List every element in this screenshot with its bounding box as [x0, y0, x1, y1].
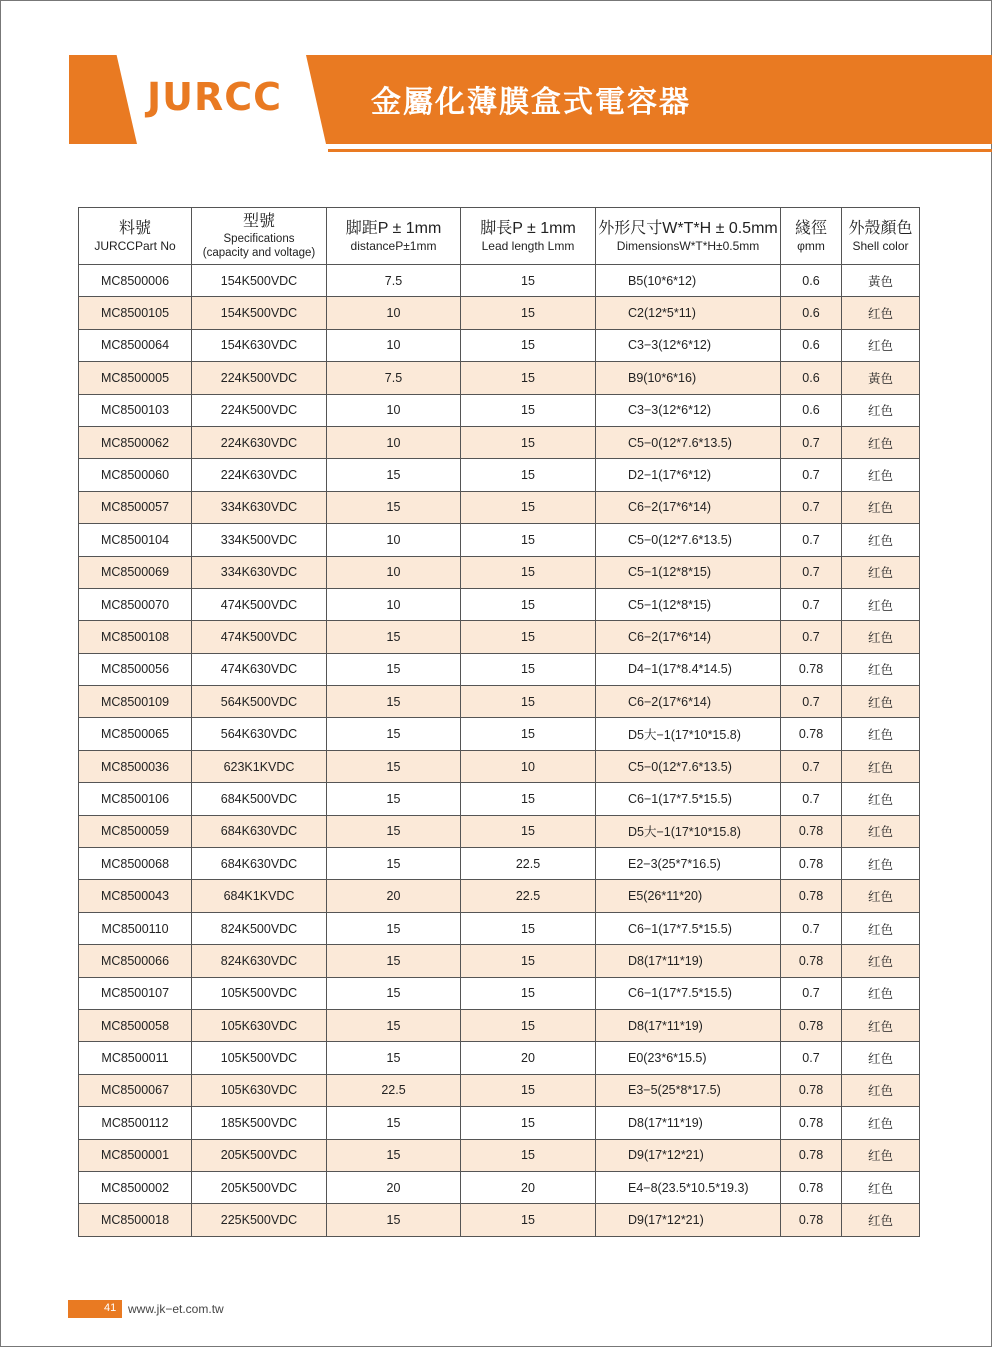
cell-specifications: 154K500VDC [192, 297, 327, 329]
cell-shell-color: 红色 [842, 653, 920, 685]
cell-part-no: MC8500060 [79, 459, 192, 491]
table-row [79, 750, 920, 782]
table-row [79, 815, 920, 847]
cell-lead-length: 15 [461, 912, 596, 944]
table-row [79, 783, 920, 815]
cell-specifications: 474K630VDC [192, 653, 327, 685]
column-header-lead-distance [327, 208, 461, 265]
table-row [79, 588, 920, 620]
cell-wire-diameter: 0.7 [781, 1042, 842, 1074]
cell-dimensions: C6−1(17*7.5*15.5) [596, 977, 781, 1009]
column-header-en: distanceP±1mm [350, 238, 437, 253]
cell-specifications: 185K500VDC [192, 1107, 327, 1139]
cell-lead-distance: 15 [327, 1139, 461, 1171]
cell-lead-distance: 10 [327, 426, 461, 458]
cell-lead-length: 15 [461, 1009, 596, 1041]
cell-dimensions: C6−2(17*6*14) [596, 686, 781, 718]
cell-dimensions: C5−1(12*8*15) [596, 556, 781, 588]
cell-wire-diameter: 0.7 [781, 524, 842, 556]
cell-lead-distance: 10 [327, 588, 461, 620]
cell-lead-length: 15 [461, 362, 596, 394]
cell-specifications: 824K500VDC [192, 912, 327, 944]
cell-wire-diameter: 0.7 [781, 686, 842, 718]
cell-lead-distance: 15 [327, 718, 461, 750]
cell-shell-color: 红色 [842, 912, 920, 944]
cell-lead-distance: 20 [327, 1171, 461, 1203]
cell-specifications: 224K500VDC [192, 394, 327, 426]
cell-shell-color: 红色 [842, 491, 920, 523]
cell-lead-length: 15 [461, 653, 596, 685]
cell-part-no: MC8500110 [79, 912, 192, 944]
cell-wire-diameter: 0.78 [781, 880, 842, 912]
table-row [79, 265, 920, 297]
cell-lead-length: 15 [461, 329, 596, 361]
cell-lead-length: 15 [461, 621, 596, 653]
cell-dimensions: C5−1(12*8*15) [596, 588, 781, 620]
cell-shell-color: 红色 [842, 1139, 920, 1171]
cell-part-no: MC8500109 [79, 686, 192, 718]
cell-specifications: 684K630VDC [192, 815, 327, 847]
cell-dimensions: C5−0(12*7.6*13.5) [596, 750, 781, 782]
cell-shell-color: 红色 [842, 945, 920, 977]
cell-shell-color: 红色 [842, 1204, 920, 1236]
cell-shell-color: 红色 [842, 1042, 920, 1074]
cell-dimensions: D9(17*12*21) [596, 1139, 781, 1171]
cell-lead-distance: 15 [327, 1042, 461, 1074]
cell-lead-distance: 15 [327, 1107, 461, 1139]
cell-dimensions: B5(10*6*12) [596, 265, 781, 297]
cell-dimensions: D2−1(17*6*12) [596, 459, 781, 491]
cell-lead-distance: 15 [327, 977, 461, 1009]
cell-lead-distance: 15 [327, 653, 461, 685]
cell-dimensions: D8(17*11*19) [596, 1009, 781, 1041]
cell-shell-color: 黃色 [842, 362, 920, 394]
cell-wire-diameter: 0.78 [781, 848, 842, 880]
cell-dimensions: C6−1(17*7.5*15.5) [596, 912, 781, 944]
column-header-zh: 外形尺寸W*T*H ± 0.5mm [598, 219, 778, 237]
cell-wire-diameter: 0.7 [781, 750, 842, 782]
column-header-en: φmm [797, 238, 825, 253]
column-header-zh: 料號 [118, 219, 151, 237]
website-link[interactable]: www.jk−et.com.tw [128, 1302, 224, 1316]
cell-dimensions: C5−0(12*7.6*13.5) [596, 426, 781, 458]
table-header [79, 208, 920, 265]
cell-lead-distance: 15 [327, 848, 461, 880]
cell-lead-length: 15 [461, 1204, 596, 1236]
column-header-part-no [79, 208, 192, 265]
cell-specifications: 684K500VDC [192, 783, 327, 815]
column-header-zh: 綫徑 [794, 219, 827, 237]
column-header-en: Lead length Lmm [481, 238, 575, 253]
cell-wire-diameter: 0.78 [781, 1204, 842, 1236]
cell-shell-color: 红色 [842, 815, 920, 847]
brand-logo: JURCC [147, 75, 283, 119]
cell-wire-diameter: 0.78 [781, 1139, 842, 1171]
cell-specifications: 474K500VDC [192, 588, 327, 620]
cell-wire-diameter: 0.7 [781, 912, 842, 944]
cell-specifications: 224K630VDC [192, 459, 327, 491]
cell-shell-color: 红色 [842, 297, 920, 329]
cell-lead-length: 10 [461, 750, 596, 782]
cell-lead-length: 15 [461, 588, 596, 620]
cell-lead-distance: 10 [327, 524, 461, 556]
cell-part-no: MC8500005 [79, 362, 192, 394]
cell-shell-color: 红色 [842, 1171, 920, 1203]
cell-part-no: MC8500018 [79, 1204, 192, 1236]
cell-part-no: MC8500059 [79, 815, 192, 847]
cell-dimensions: E4−8(23.5*10.5*19.3) [596, 1171, 781, 1203]
cell-wire-diameter: 0.78 [781, 945, 842, 977]
cell-part-no: MC8500058 [79, 1009, 192, 1041]
cell-shell-color: 红色 [842, 588, 920, 620]
column-header-en: Shell color [852, 238, 909, 253]
cell-dimensions: E3−5(25*8*17.5) [596, 1074, 781, 1106]
cell-lead-distance: 10 [327, 394, 461, 426]
cell-lead-distance: 15 [327, 491, 461, 523]
column-header-zh: 外殼顏色 [848, 219, 913, 237]
cell-lead-length: 15 [461, 1074, 596, 1106]
cell-part-no: MC8500011 [79, 1042, 192, 1074]
cell-dimensions: E0(23*6*15.5) [596, 1042, 781, 1074]
column-header-en: JURCCPart No [94, 238, 176, 253]
table-row [79, 1204, 920, 1236]
cell-wire-diameter: 0.7 [781, 977, 842, 1009]
cell-part-no: MC8500002 [79, 1171, 192, 1203]
product-table-wrapper [78, 207, 920, 1237]
cell-shell-color: 红色 [842, 880, 920, 912]
cell-shell-color: 红色 [842, 718, 920, 750]
cell-part-no: MC8500006 [79, 265, 192, 297]
cell-lead-distance: 20 [327, 880, 461, 912]
cell-wire-diameter: 0.6 [781, 329, 842, 361]
cell-part-no: MC8500067 [79, 1074, 192, 1106]
cell-lead-distance: 7.5 [327, 265, 461, 297]
cell-part-no: MC8500056 [79, 653, 192, 685]
cell-lead-length: 22.5 [461, 880, 596, 912]
table-row [79, 362, 920, 394]
table-row [79, 426, 920, 458]
cell-lead-length: 15 [461, 459, 596, 491]
cell-lead-distance: 15 [327, 621, 461, 653]
table-row [79, 1042, 920, 1074]
cell-dimensions: C3−3(12*6*12) [596, 394, 781, 426]
cell-specifications: 684K1KVDC [192, 880, 327, 912]
cell-wire-diameter: 0.78 [781, 815, 842, 847]
cell-specifications: 684K630VDC [192, 848, 327, 880]
table-row [79, 1074, 920, 1106]
column-header-lead-length [461, 208, 596, 265]
cell-dimensions: D4−1(17*8.4*14.5) [596, 653, 781, 685]
table-row [79, 912, 920, 944]
table-row [79, 686, 920, 718]
cell-specifications: 564K630VDC [192, 718, 327, 750]
cell-shell-color: 黃色 [842, 265, 920, 297]
table-row [79, 848, 920, 880]
cell-shell-color: 红色 [842, 394, 920, 426]
cell-shell-color: 红色 [842, 1074, 920, 1106]
cell-dimensions: C3−3(12*6*12) [596, 329, 781, 361]
cell-part-no: MC8500112 [79, 1107, 192, 1139]
cell-lead-distance: 22.5 [327, 1074, 461, 1106]
cell-dimensions: D9(17*12*21) [596, 1204, 781, 1236]
cell-part-no: MC8500068 [79, 848, 192, 880]
cell-part-no: MC8500062 [79, 426, 192, 458]
cell-wire-diameter: 0.7 [781, 621, 842, 653]
table-row [79, 329, 920, 361]
cell-specifications: 225K500VDC [192, 1204, 327, 1236]
column-header-specifications [192, 208, 327, 265]
cell-specifications: 154K500VDC [192, 265, 327, 297]
column-header-dimensions [596, 208, 781, 265]
title-underline [328, 149, 992, 152]
cell-shell-color: 红色 [842, 1107, 920, 1139]
column-header-en: Specifications [223, 233, 295, 245]
cell-lead-length: 15 [461, 265, 596, 297]
cell-lead-length: 15 [461, 718, 596, 750]
column-header-en-sub: (capacity and voltage) [202, 247, 316, 259]
cell-lead-distance: 15 [327, 1009, 461, 1041]
product-table [78, 207, 920, 1237]
column-header-shell-color [842, 208, 920, 265]
cell-lead-length: 20 [461, 1171, 596, 1203]
cell-wire-diameter: 0.7 [781, 556, 842, 588]
cell-lead-length: 15 [461, 491, 596, 523]
cell-lead-length: 15 [461, 426, 596, 458]
cell-lead-distance: 10 [327, 556, 461, 588]
page-number: 41 [104, 1302, 117, 1314]
cell-part-no: MC8500070 [79, 588, 192, 620]
cell-wire-diameter: 0.7 [781, 426, 842, 458]
table-row [79, 945, 920, 977]
cell-shell-color: 红色 [842, 459, 920, 491]
cell-dimensions: E5(26*11*20) [596, 880, 781, 912]
cell-wire-diameter: 0.78 [781, 1107, 842, 1139]
cell-dimensions: D5大−1(17*10*15.8) [596, 718, 781, 750]
table-row [79, 491, 920, 523]
cell-lead-length: 15 [461, 297, 596, 329]
cell-specifications: 824K630VDC [192, 945, 327, 977]
cell-part-no: MC8500036 [79, 750, 192, 782]
cell-lead-distance: 10 [327, 297, 461, 329]
cell-specifications: 623K1KVDC [192, 750, 327, 782]
cell-shell-color: 红色 [842, 556, 920, 588]
cell-lead-length: 15 [461, 686, 596, 718]
cell-wire-diameter: 0.78 [781, 1171, 842, 1203]
cell-part-no: MC8500064 [79, 329, 192, 361]
column-header-en: DimensionsW*T*H±0.5mm [616, 238, 760, 253]
table-row [79, 1171, 920, 1203]
table-row [79, 394, 920, 426]
cell-dimensions: B9(10*6*16) [596, 362, 781, 394]
cell-wire-diameter: 0.78 [781, 718, 842, 750]
cell-dimensions: D5大−1(17*10*15.8) [596, 815, 781, 847]
cell-shell-color: 红色 [842, 329, 920, 361]
cell-lead-distance: 15 [327, 459, 461, 491]
cell-wire-diameter: 0.7 [781, 491, 842, 523]
table-row [79, 524, 920, 556]
cell-specifications: 224K500VDC [192, 362, 327, 394]
cell-specifications: 154K630VDC [192, 329, 327, 361]
cell-wire-diameter: 0.7 [781, 783, 842, 815]
cell-dimensions: C6−2(17*6*14) [596, 621, 781, 653]
cell-specifications: 334K630VDC [192, 556, 327, 588]
cell-lead-distance: 15 [327, 945, 461, 977]
cell-lead-distance: 15 [327, 815, 461, 847]
cell-specifications: 224K630VDC [192, 426, 327, 458]
cell-specifications: 334K500VDC [192, 524, 327, 556]
cell-specifications: 474K500VDC [192, 621, 327, 653]
cell-wire-diameter: 0.7 [781, 459, 842, 491]
cell-part-no: MC8500108 [79, 621, 192, 653]
cell-part-no: MC8500001 [79, 1139, 192, 1171]
cell-lead-distance: 15 [327, 912, 461, 944]
cell-dimensions: D8(17*11*19) [596, 945, 781, 977]
cell-lead-distance: 7.5 [327, 362, 461, 394]
cell-dimensions: D8(17*11*19) [596, 1107, 781, 1139]
cell-shell-color: 红色 [842, 977, 920, 1009]
cell-shell-color: 红色 [842, 750, 920, 782]
cell-specifications: 564K500VDC [192, 686, 327, 718]
cell-lead-distance: 10 [327, 329, 461, 361]
cell-wire-diameter: 0.6 [781, 394, 842, 426]
column-header-zh: 脚距P ± 1mm [345, 219, 442, 237]
cell-specifications: 105K500VDC [192, 1042, 327, 1074]
cell-lead-length: 15 [461, 524, 596, 556]
cell-lead-distance: 15 [327, 750, 461, 782]
cell-lead-distance: 15 [327, 783, 461, 815]
cell-wire-diameter: 0.6 [781, 265, 842, 297]
cell-dimensions: E2−3(25*7*16.5) [596, 848, 781, 880]
table-row [79, 1107, 920, 1139]
cell-lead-length: 15 [461, 977, 596, 1009]
cell-wire-diameter: 0.7 [781, 588, 842, 620]
column-header-zh: 型號 [242, 213, 275, 230]
table-row [79, 718, 920, 750]
cell-specifications: 105K630VDC [192, 1074, 327, 1106]
table-row [79, 1139, 920, 1171]
logo-block [69, 55, 137, 144]
cell-lead-length: 15 [461, 1107, 596, 1139]
cell-part-no: MC8500105 [79, 297, 192, 329]
cell-specifications: 334K630VDC [192, 491, 327, 523]
table-row [79, 653, 920, 685]
column-header-zh: 脚長P ± 1mm [480, 219, 576, 237]
cell-specifications: 105K630VDC [192, 1009, 327, 1041]
cell-shell-color: 红色 [842, 686, 920, 718]
cell-shell-color: 红色 [842, 848, 920, 880]
table-row [79, 297, 920, 329]
cell-part-no: MC8500066 [79, 945, 192, 977]
table-row [79, 556, 920, 588]
cell-lead-length: 20 [461, 1042, 596, 1074]
cell-part-no: MC8500104 [79, 524, 192, 556]
cell-lead-length: 15 [461, 783, 596, 815]
cell-part-no: MC8500065 [79, 718, 192, 750]
page-header [69, 55, 992, 155]
page-title: 金屬化薄膜盒式電容器 [371, 85, 691, 120]
column-header-wire-diameter [781, 208, 842, 265]
cell-lead-length: 15 [461, 394, 596, 426]
cell-dimensions: C6−1(17*7.5*15.5) [596, 783, 781, 815]
cell-lead-distance: 15 [327, 1204, 461, 1236]
table-body [79, 265, 920, 1237]
cell-part-no: MC8500069 [79, 556, 192, 588]
cell-dimensions: C2(12*5*11) [596, 297, 781, 329]
cell-part-no: MC8500043 [79, 880, 192, 912]
table-row [79, 1009, 920, 1041]
cell-lead-length: 15 [461, 556, 596, 588]
table-row [79, 621, 920, 653]
cell-lead-length: 15 [461, 945, 596, 977]
cell-wire-diameter: 0.78 [781, 1009, 842, 1041]
table-row [79, 977, 920, 1009]
cell-lead-distance: 15 [327, 686, 461, 718]
cell-part-no: MC8500106 [79, 783, 192, 815]
cell-part-no: MC8500107 [79, 977, 192, 1009]
cell-lead-length: 15 [461, 1139, 596, 1171]
cell-shell-color: 红色 [842, 524, 920, 556]
cell-wire-diameter: 0.78 [781, 653, 842, 685]
cell-wire-diameter: 0.6 [781, 362, 842, 394]
cell-specifications: 205K500VDC [192, 1139, 327, 1171]
cell-wire-diameter: 0.78 [781, 1074, 842, 1106]
cell-shell-color: 红色 [842, 1009, 920, 1041]
cell-lead-length: 15 [461, 815, 596, 847]
cell-part-no: MC8500057 [79, 491, 192, 523]
cell-shell-color: 红色 [842, 783, 920, 815]
cell-dimensions: C6−2(17*6*14) [596, 491, 781, 523]
cell-specifications: 205K500VDC [192, 1171, 327, 1203]
cell-specifications: 105K500VDC [192, 977, 327, 1009]
table-row [79, 880, 920, 912]
cell-lead-length: 22.5 [461, 848, 596, 880]
cell-wire-diameter: 0.6 [781, 297, 842, 329]
header-row [79, 208, 920, 265]
table-row [79, 459, 920, 491]
cell-part-no: MC8500103 [79, 394, 192, 426]
cell-shell-color: 红色 [842, 621, 920, 653]
cell-dimensions: C5−0(12*7.6*13.5) [596, 524, 781, 556]
cell-shell-color: 红色 [842, 426, 920, 458]
